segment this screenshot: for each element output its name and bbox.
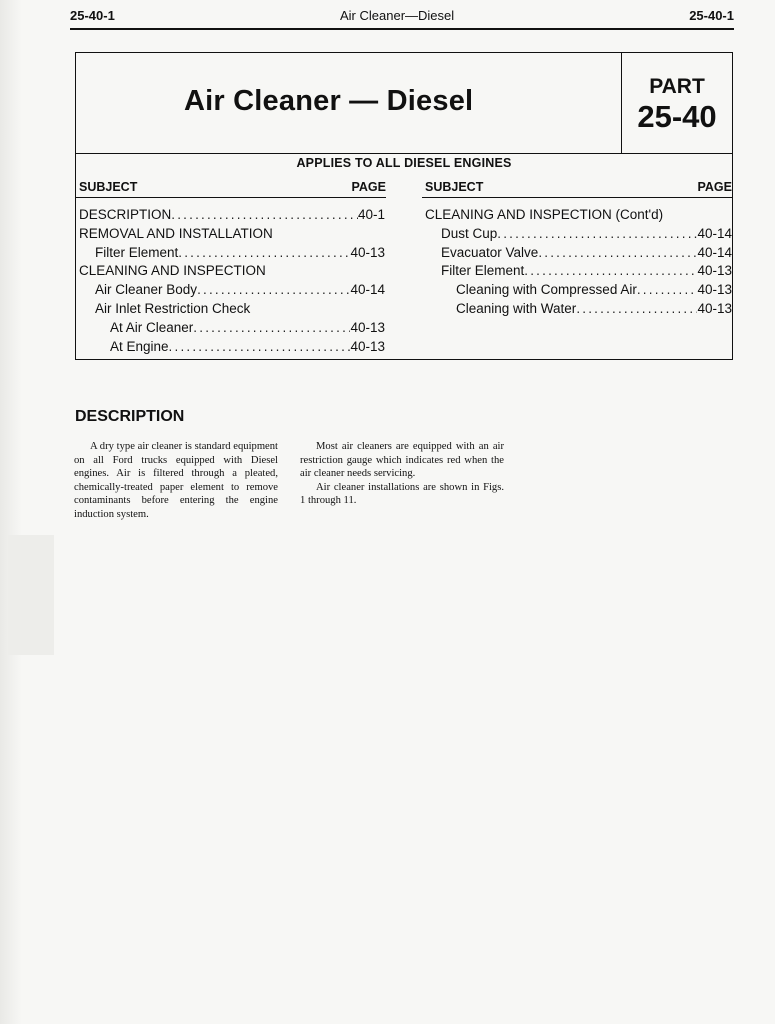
toc-entry [79,225,385,244]
page-header [70,6,734,30]
toc-entry [425,206,732,225]
toc-entry-page: 40-14 [350,282,385,298]
toc-entry-page: 40-13 [697,263,732,279]
toc-entry [425,300,732,319]
section-heading: DESCRIPTION [75,408,185,425]
toc-entry-label: Cleaning with Water [456,300,577,316]
toc-entry [79,281,385,300]
toc-left-header [76,179,386,198]
toc-leader-dots [637,281,698,300]
page-title: Air Cleaner — Diesel [184,85,474,117]
toc-entry-label: At Air Cleaner [110,319,194,335]
toc-entry-label: CLEANING AND INSPECTION [79,263,266,279]
toc-leader-dots [538,244,697,263]
page-number-right: 25-40-1 [689,8,734,23]
applies-to-banner: APPLIES TO ALL DIESEL ENGINES [296,156,512,170]
toc-leader-dots [178,244,350,263]
toc-entry [425,225,732,244]
toc-entry-label: Air Cleaner Body [95,282,198,298]
toc-entry-label: DESCRIPTION [79,207,172,222]
toc-right-list [425,206,732,319]
part-number: 25-40 [637,99,717,134]
page-number-left: 25-40-1 [70,8,115,23]
toc-entry-page: 40-13 [350,319,385,335]
toc-entry-label: Cleaning with Compressed Air [456,282,637,298]
title-row [76,53,732,154]
description-column-1 [74,440,278,522]
toc-entry [425,281,732,300]
toc-entry-page: 40-1 [357,207,385,222]
page-heading: PAGE [697,180,732,194]
description-paragraph: Air cleaner installations are shown in Figs. 1 through 11. [300,481,504,507]
toc-entry [79,244,385,263]
part-label: PART [649,75,705,98]
subject-heading: SUBJECT [425,180,484,194]
toc-entry-page: 40-13 [697,282,732,298]
toc-entry [79,262,385,281]
part-block [622,53,732,153]
subject-heading: SUBJECT [79,180,138,194]
contents-box [75,52,733,360]
page-heading: PAGE [351,180,386,194]
toc-entry-label: Dust Cup [441,225,498,241]
toc-entry-page: 40-13 [697,300,732,316]
toc-leader-dots [576,300,697,319]
scan-edge-shadow [0,0,22,1024]
toc-entry-page: 40-14 [697,225,732,241]
description-paragraph: Most air cleaners are equipped with an air restriction gauge which indicates red when the air cleaner needs servicing. [300,441,504,480]
toc-entry-label: Evacuator Valve [441,244,539,260]
toc-entry-label: Filter Element [441,263,525,279]
scan-smudge [8,535,54,655]
toc-entry-label: REMOVAL AND INSTALLATION [79,225,273,241]
running-title: Air Cleaner—Diesel [340,8,455,23]
toc-leader-dots [193,319,350,338]
toc-entry [425,262,732,281]
toc-entry [79,319,385,338]
toc-entry-label: Filter Element [95,244,179,260]
toc-left-list [79,206,385,356]
toc-leader-dots [497,225,697,244]
description-column-2 [300,440,504,508]
description-paragraph: A dry type air cleaner is standard equipment on all Ford trucks equipped with Diesel engines. Air is filtered through a pleated, chemically-treated paper element to remove contaminants before entering the engine induction system. [74,441,278,520]
toc-entry [425,244,732,263]
toc-leader-dots [171,206,358,225]
toc-entry-page: 40-13 [350,244,385,260]
toc-entry [79,206,385,225]
toc-leader-dots [524,262,697,281]
toc-leader-dots [197,281,350,300]
toc-entry-label: At Engine [110,338,169,354]
toc-entry-label: Air Inlet Restriction Check [95,300,251,316]
title-panel [76,53,622,153]
toc-entry-page: 40-13 [350,338,385,354]
toc-right-header [422,179,732,198]
toc-entry [79,338,385,357]
toc-entry [79,300,385,319]
toc-entry-page: 40-14 [697,244,732,260]
toc-entry-label: CLEANING AND INSPECTION (Cont'd) [425,207,664,222]
toc-leader-dots [169,338,351,357]
